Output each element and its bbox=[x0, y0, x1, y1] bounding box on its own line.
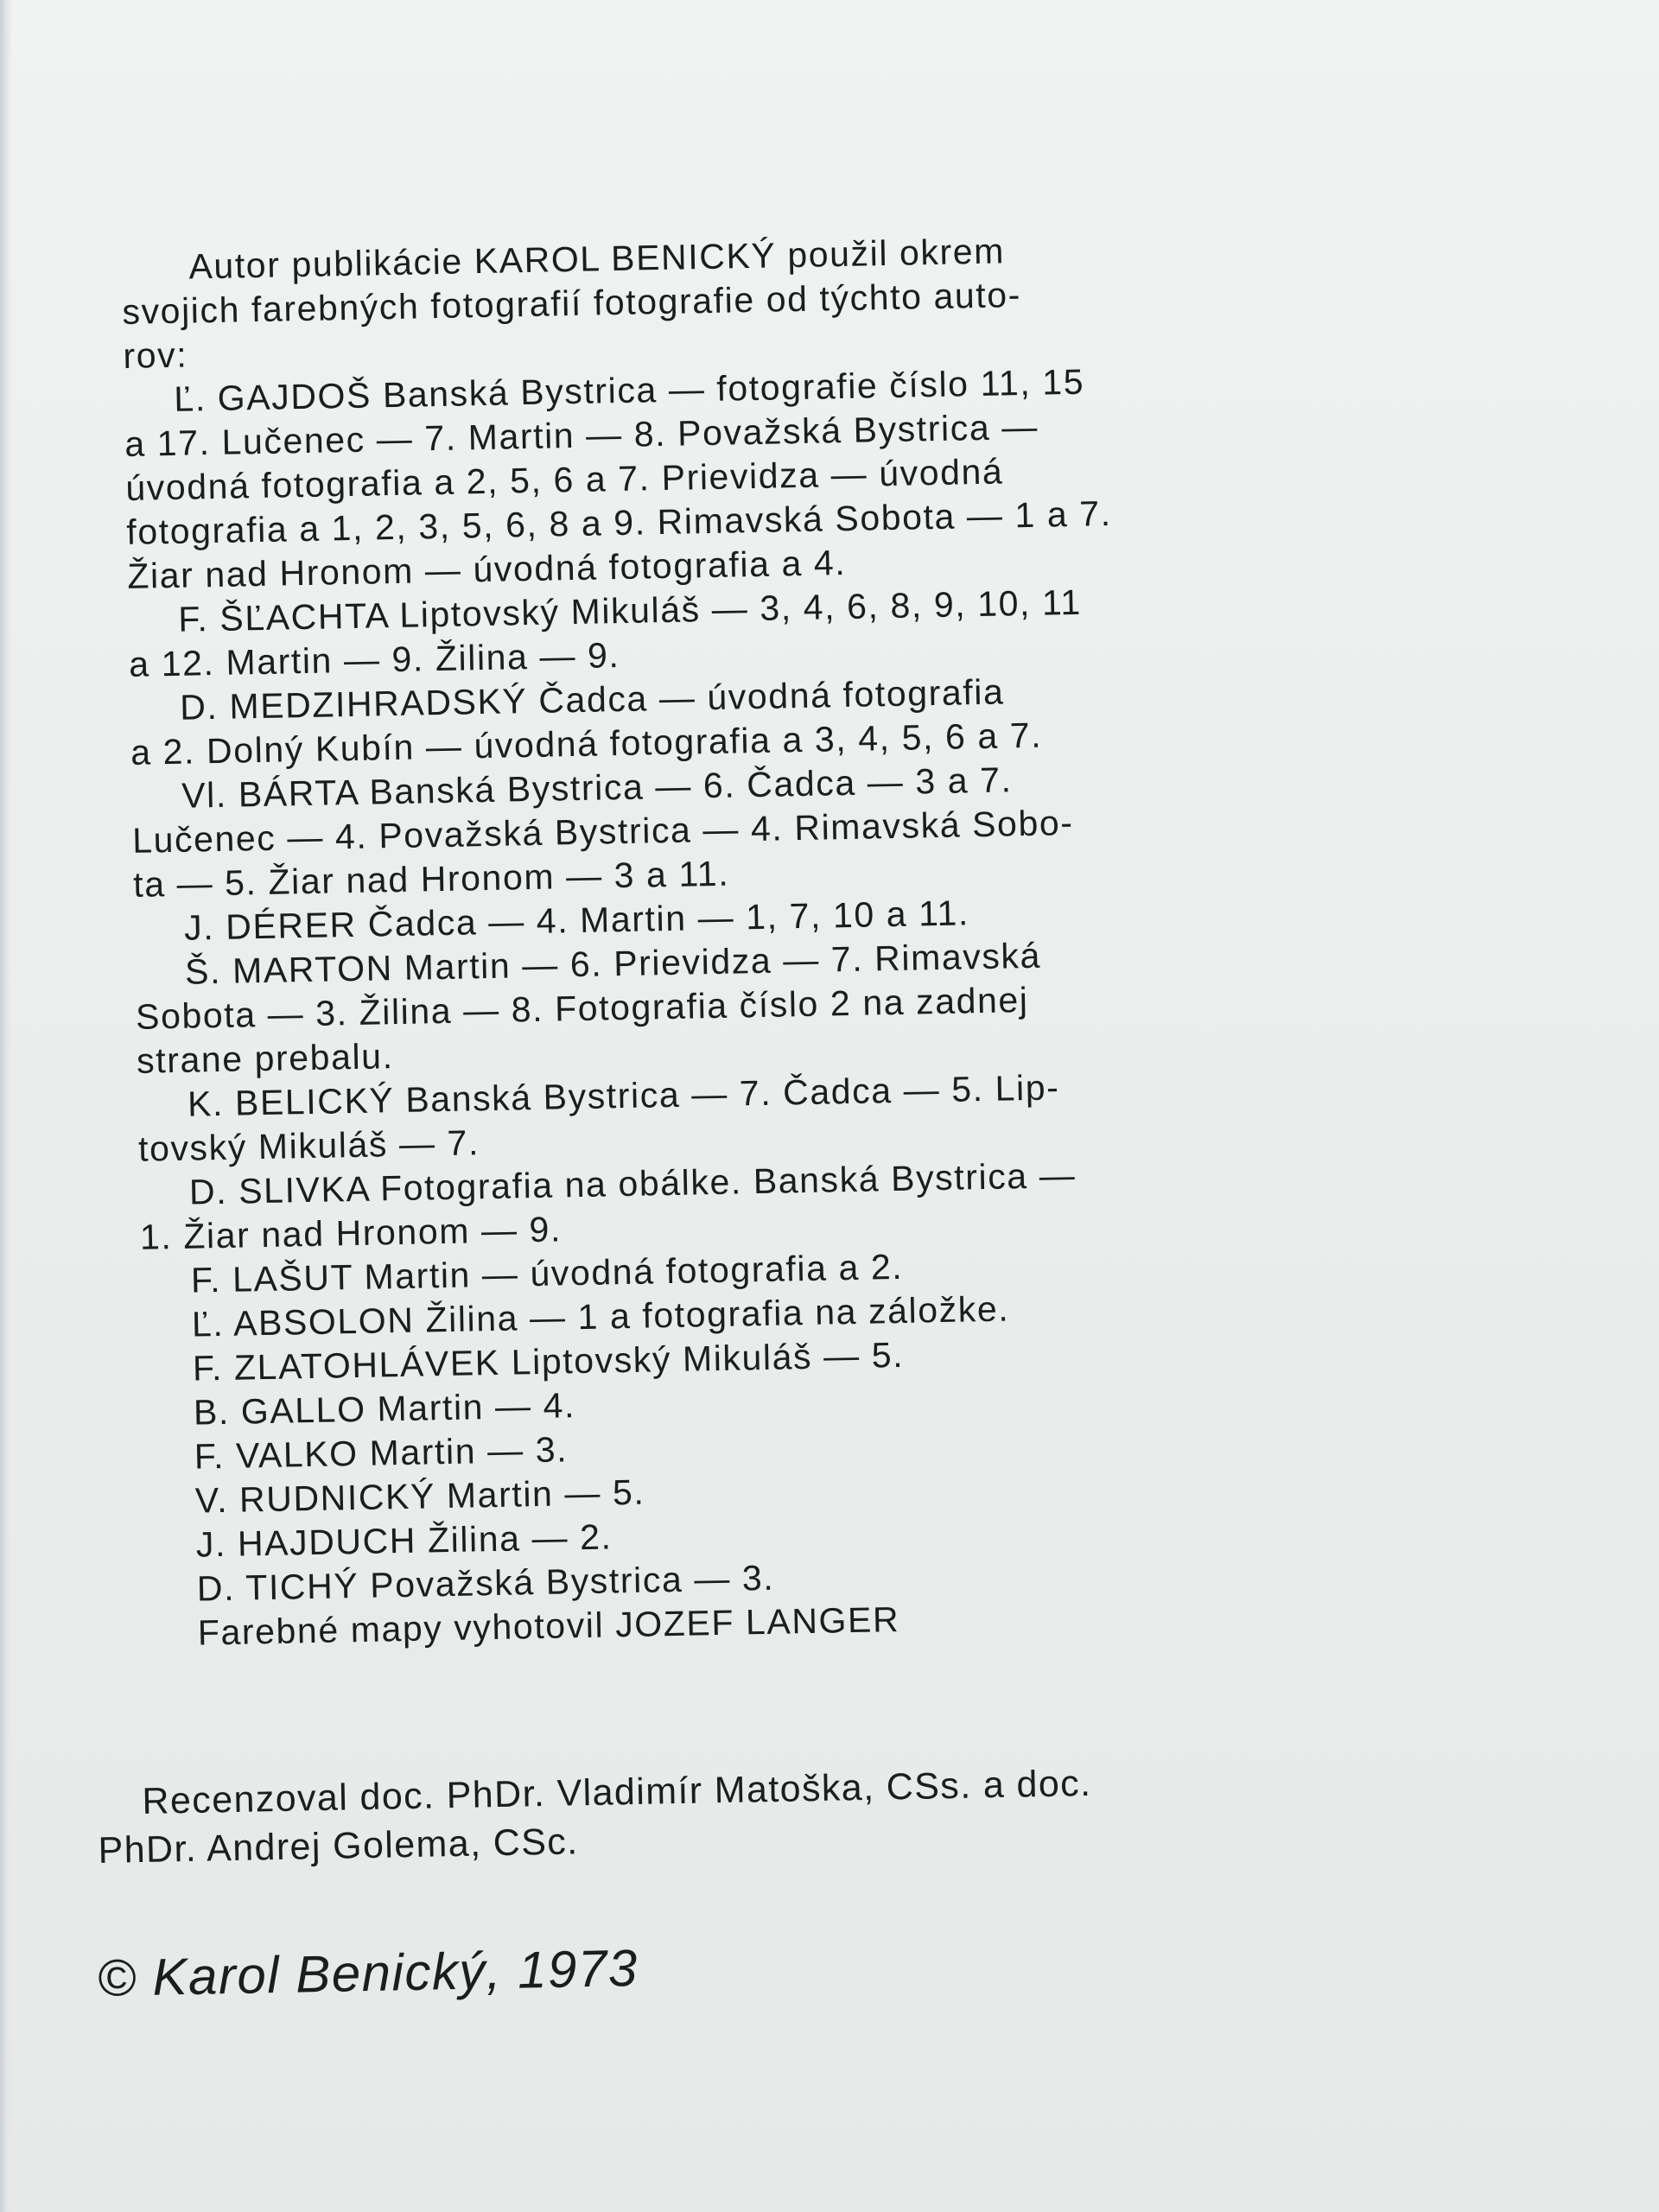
credit-line: Sobota — 3. Žilina — 8. Fotografia číslo 2 na zadnej bbox=[135, 979, 1029, 1037]
credit-absolon: Ľ. ABSOLON Žilina — 1 a fotografia na záložke. bbox=[191, 1288, 1010, 1344]
copyright-line: © Karol Benický, 1973 bbox=[97, 1938, 639, 2007]
credit-tichy: D. TICHÝ Považská Bystrica — 3. bbox=[196, 1557, 775, 1609]
credit-line: D. MEDZIHRADSKÝ Čadca — úvodná fotografia bbox=[179, 671, 1005, 728]
credit-hajduch: J. HAJDUCH Žilina — 2. bbox=[195, 1516, 613, 1565]
credit-zlatohlavek: F. ZLATOHLÁVEK Liptovský Mikuláš — 5. bbox=[192, 1334, 905, 1389]
credit-line: Žiar nad Hronom — úvodná fotografia a 4. bbox=[126, 542, 847, 596]
credit-line: fotografia a 1, 2, 3, 5, 6, 8 a 9. Rimavská Sobota — 1 a 7. bbox=[125, 493, 1113, 552]
credit-line: a 17. Lučenec — 7. Martin — 8. Považská Bystrica — bbox=[124, 406, 1039, 464]
credit-line: Ľ. GAJDOŠ Banská Bystrica — fotografie číslo 11, 15 bbox=[173, 361, 1085, 419]
credit-line: a 2. Dolný Kubín — úvodná fotografia a 3, 4, 5, 6 a 7. bbox=[130, 715, 1043, 772]
credit-line: a 12. Martin — 9. Žilina — 9. bbox=[128, 635, 620, 684]
credit-line: Vl. BÁRTA Banská Bystrica — 6. Čadca — 3 a 7. bbox=[181, 760, 1013, 816]
credit-line: Lučenec — 4. Považská Bystrica — 4. Rimavská Sobo- bbox=[131, 802, 1074, 861]
credit-marton bbox=[135, 930, 1252, 1084]
credit-line: ta — 5. Žiar nad Hronom — 3 a 11. bbox=[132, 853, 730, 905]
credit-line: 1. Žiar nad Hronom — 9. bbox=[139, 1209, 563, 1257]
credit-gallo: B. GALLO Martin — 4. bbox=[193, 1385, 576, 1433]
credit-line: J. DÉRER Čadca — 4. Martin — 1, 7, 10 a 11. bbox=[183, 893, 970, 948]
page-edge-shadow bbox=[0, 0, 12, 2212]
credit-line: strane prebalu. bbox=[136, 1036, 395, 1081]
credit-line: K. BELICKÝ Banská Bystrica — 7. Čadca — 5. Lip- bbox=[187, 1067, 1060, 1124]
credit-barta bbox=[131, 753, 1249, 907]
intro-line: rov: bbox=[122, 334, 188, 376]
credit-line: tovský Mikuláš — 7. bbox=[137, 1122, 480, 1169]
credit-rudnicky: V. RUDNICKÝ Martin — 5. bbox=[194, 1471, 645, 1521]
maps-credit-line: Farebné mapy vyhotovil JOZEF LANGER bbox=[197, 1599, 900, 1653]
intro-line: Autor publikácie KAROL BENICKÝ použil okrem bbox=[188, 231, 1006, 287]
credit-lasut: F. LAŠUT Martin — úvodná fotografia a 2. bbox=[190, 1246, 904, 1300]
reviewer-block bbox=[97, 1755, 1308, 1875]
credit-gajdos bbox=[124, 357, 1243, 599]
reviewer-line: PhDr. Andrej Golema, CSc. bbox=[98, 1821, 579, 1872]
intro-line: svojich farebných fotografií fotografie od týchto auto- bbox=[122, 275, 1022, 332]
credit-line: F. ŠĽACHTA Liptovský Mikuláš — 3, 4, 6, 8, 9, 10, 11 bbox=[177, 582, 1083, 639]
credit-line: D. SLIVKA Fotografia na obálke. Banská Bystrica — bbox=[188, 1154, 1077, 1212]
reviewer-line: Recenzoval doc. PhDr. Vladimír Matoška, CSs. a doc. bbox=[142, 1762, 1092, 1822]
credit-line: úvodná fotografia a 2, 5, 6 a 7. Prievidza — úvodná bbox=[124, 451, 1004, 508]
photo-credits-block bbox=[121, 225, 1262, 1656]
credit-valko: F. VALKO Martin — 3. bbox=[194, 1429, 569, 1477]
credit-line: Š. MARTON Martin — 6. Prievidza — 7. Rimavská bbox=[184, 935, 1042, 992]
